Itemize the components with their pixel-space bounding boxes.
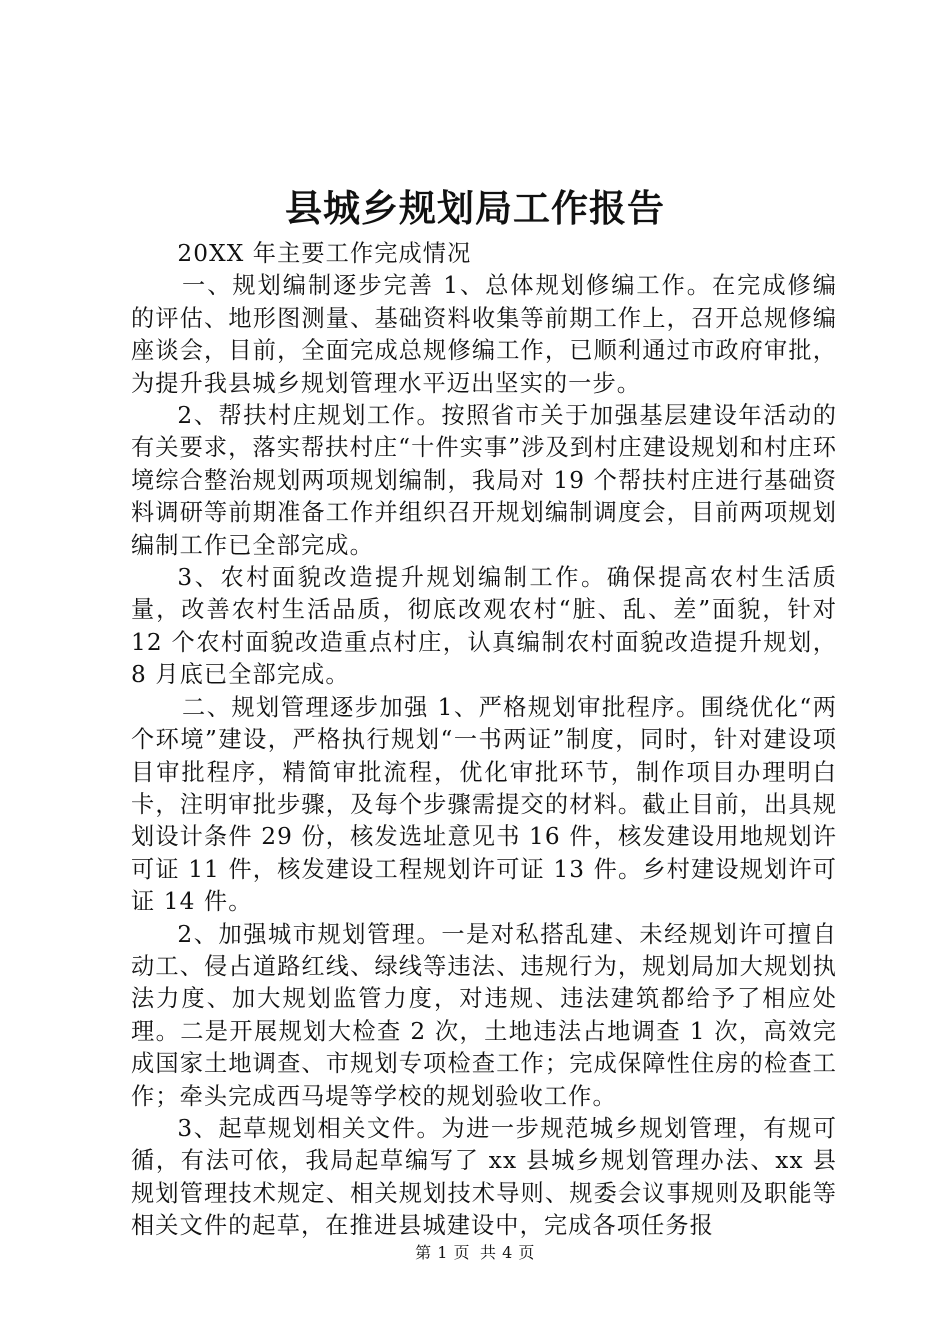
paragraph-section-2-item-3: 3、起草规划相关文件。为进一步规范城乡规划管理，有规可循，有法可依，我局起草编写了 xx 县城乡规划管理办法、xx 县规划管理技术规定、相关规划技术导则、规委会议事规则及职能等相关文件的起草，在推进县城建设中，完成各项任务报 [131,1114,837,1240]
document-title: 县城乡规划局工作报告 [285,186,665,230]
paragraph-section-1-item-3: 3、农村面貌改造提升规划编制工作。确保提高农村生活质量，改善农村生活品质，彻底改观农村“脏、乱、差”面貌，针对 12 个农村面貌改造重点村庄，认真编制农村面貌改造提升规划，8 月底已全部完成。 [131,564,837,689]
paragraph-summary-heading: 20XX 年主要工作完成情况 [177,240,472,267]
paragraph-section-2-item-2: 2、加强城市规划管理。一是对私搭乱建、未经规划许可擅自动工、侵占道路红线、绿线等违法、违规行为，规划局加大规划执法力度、加大规划监管力度，对违规、违法建筑都给予了相应处理。二是开展规划大检查 2 次，土地违法占地调查 1 次，高效完成国家土地调查、市规划专项检查工作；完成保障性住房的检查工作；牵头完成西马堤等学校的规划验收工作。 [131,920,837,1110]
page-total: 共 4 页 [480,1243,535,1262]
paragraph-section-1-item-2: 2、帮扶村庄规划工作。按照省市关于加强基层建设年活动的有关要求，落实帮扶村庄“十件实事”涉及到村庄建设规划和村庄环境综合整治规划两项规划编制，我局对 19 个帮扶村庄进行基础资料调研等前期准备工作并组织召开规划编制调度会，目前两项规划编制工作已全部完成。 [131,402,837,559]
document-body [131,238,837,1243]
paragraph-section-1-item-1: 一、规划编制逐步完善 1、总体规划修编工作。在完成修编的评估、地形图测量、基础资料收集等前期工作上，召开总规修编座谈会，目前，全面完成总规修编工作，已顺利通过市政府审批，为提升我县城乡规划管理水平迈出坚实的一步。 [131,272,837,397]
paragraph-section-2-item-1: 二、规划管理逐步加强 1、严格规划审批程序。围绕优化“两个环境”建设，严格执行规划“一书两证”制度，同时，针对建设项目审批程序，精简审批流程，优化审批环节，制作项目办理明白卡，注明审批步骤，及每个步骤需提交的材料。截止目前，出具规划设计条件 29 份，核发选址意见书 16 件，核发建设用地规划许可证 11 件，核发建设工程规划许可证 13 件。乡村建设规划许可证 14 件。 [131,693,837,916]
page-footer [0,1240,950,1263]
page-number: 第 1 页 [415,1243,470,1262]
